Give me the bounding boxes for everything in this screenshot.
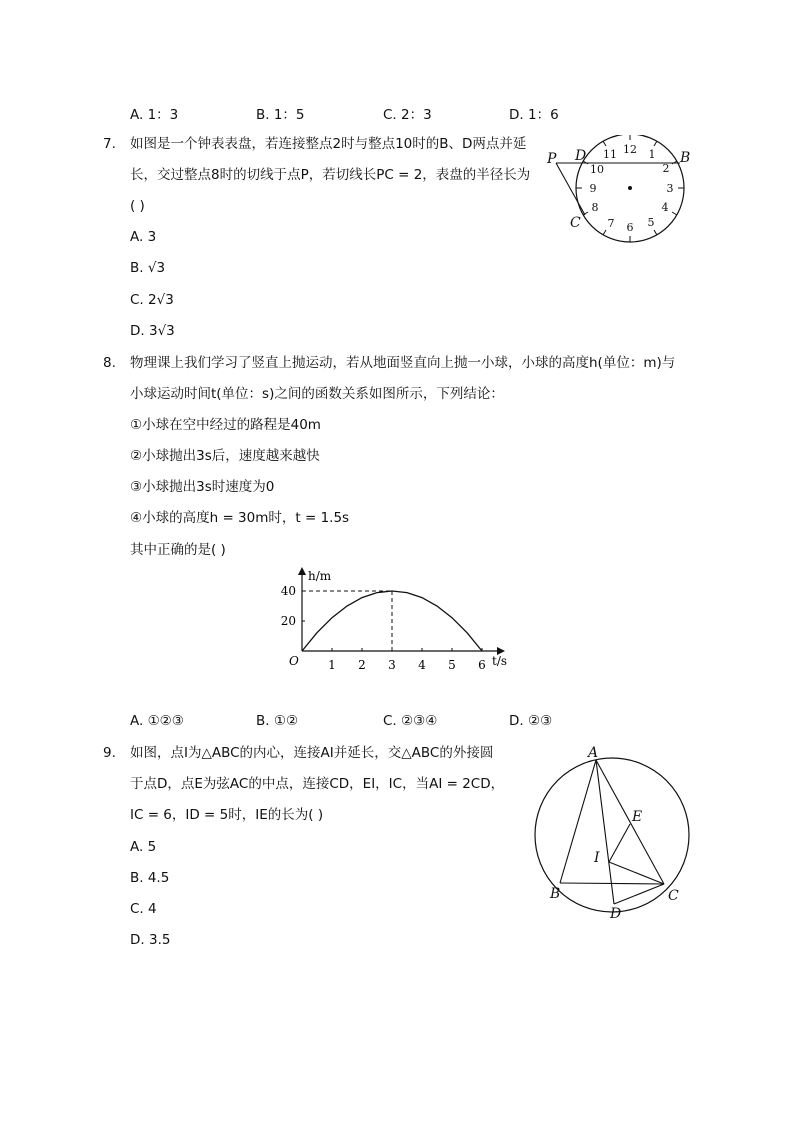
x-tick-label: 5 <box>448 658 456 672</box>
origin-label: O <box>289 654 299 668</box>
segment-ei <box>609 824 630 862</box>
x-tick-label: 4 <box>418 658 426 672</box>
x-axis-label: t/s <box>492 654 508 668</box>
clock-number-8: 8 <box>591 201 599 214</box>
y-tick-label: 20 <box>280 614 296 628</box>
q9-text-line2: 于点D，点E为弦AC的中点，连接CD，EI，IC，当AI = 2CD， <box>130 776 505 792</box>
q8-statement-1: ①小球在空中经过的路程是40m <box>130 417 321 433</box>
clock-center <box>628 186 632 190</box>
q8-text-line1: 物理课上我们学习了竖直上抛运动，若从地面竖直向上抛一小球，小球的高度h(单位：m)与 <box>130 355 676 371</box>
q7-text-line1: 如图是一个钟表表盘，若连接整点2时与整点10时的B、D两点并延 <box>130 136 527 152</box>
clock-number-11: 11 <box>603 148 617 161</box>
q7-option-d: D. 3√3 <box>130 323 175 339</box>
x-tick-label: 2 <box>358 658 366 672</box>
q7-text-line3: ( ) <box>130 198 145 214</box>
label-a: A <box>588 745 599 761</box>
q6-option-c: C. 2：3 <box>383 107 432 123</box>
x-tick-label: 1 <box>328 658 336 672</box>
label-c: C <box>570 215 581 231</box>
q7-option-c: C. 2√3 <box>130 292 174 308</box>
label-d: D <box>610 906 622 922</box>
y-tick-label: 40 <box>280 584 296 598</box>
q8-option-b: B. ①② <box>256 713 299 729</box>
q9-option-d: D. 3.5 <box>130 932 171 948</box>
q6-option-b: B. 1：5 <box>256 107 305 123</box>
clock-number-5: 5 <box>647 216 655 229</box>
q7-number: 7. <box>103 136 116 152</box>
label-b: B <box>550 886 561 902</box>
height-time-chart <box>270 562 530 677</box>
clock-number-10: 10 <box>590 163 604 176</box>
label-i: I <box>594 850 600 866</box>
q8-statement-3: ③小球抛出3s时速度为0 <box>130 479 275 495</box>
q9-text-line1: 如图，点I为△ABC的内心，连接AI并延长，交△ABC的外接圆 <box>130 745 494 761</box>
clock-figure <box>540 135 700 250</box>
q8-statement-4: ④小球的高度h = 30m时，t = 1.5s <box>130 510 350 526</box>
label-p: P <box>547 151 557 167</box>
clock-number-7: 7 <box>607 217 615 230</box>
q8-statement-2: ②小球抛出3s后，速度越来越快 <box>130 448 320 464</box>
clock-number-1: 1 <box>648 148 656 161</box>
clock-number-3: 3 <box>666 182 674 195</box>
q6-option-d: D. 1：6 <box>509 107 559 123</box>
q6-option-a: A. 1：3 <box>130 107 179 123</box>
q9-number: 9. <box>103 745 116 761</box>
incircle-figure <box>525 740 705 925</box>
segment-ic <box>609 862 664 884</box>
q8-option-c: C. ②③④ <box>383 713 438 729</box>
segment-ac <box>596 760 664 884</box>
segment-ab <box>560 760 596 883</box>
label-e: E <box>632 809 643 825</box>
q8-prompt: 其中正确的是( ) <box>130 542 226 558</box>
label-c: C <box>668 888 679 904</box>
x-tick-label: 3 <box>388 658 396 672</box>
label-d: D <box>575 148 587 164</box>
clock-number-6: 6 <box>626 221 634 234</box>
label-b: B <box>680 150 691 166</box>
q8-text-line2: 小球运动时间t(单位：s)之间的函数关系如图所示，下列结论： <box>130 386 504 402</box>
y-axis-arrow <box>298 567 306 575</box>
q9-option-a: A. 5 <box>130 839 157 855</box>
segment-ad <box>596 760 614 904</box>
q7-text-line2: 长，交过整点8时的切线于点P，若切线长PC = 2，表盘的半径长为 <box>130 167 531 183</box>
q9-option-b: B. 4.5 <box>130 870 170 886</box>
clock-number-9: 9 <box>589 182 597 195</box>
q8-number: 8. <box>103 355 116 371</box>
clock-number-4: 4 <box>661 201 669 214</box>
q9-text-line3: IC = 6，ID = 5时，IE的长为( ) <box>130 807 324 823</box>
q8-option-d: D. ②③ <box>509 713 553 729</box>
segment-cd <box>614 884 664 904</box>
y-axis-label: h/m <box>308 569 332 583</box>
q8-option-a: A. ①②③ <box>130 713 184 729</box>
clock-number-2: 2 <box>662 162 670 175</box>
q7-option-a: A. 3 <box>130 229 157 245</box>
tangent-pc <box>556 163 585 215</box>
clock-number-12: 12 <box>623 143 637 156</box>
x-tick-label: 6 <box>478 658 486 672</box>
q7-option-b: B. √3 <box>130 260 166 276</box>
q9-option-c: C. 4 <box>130 901 157 917</box>
